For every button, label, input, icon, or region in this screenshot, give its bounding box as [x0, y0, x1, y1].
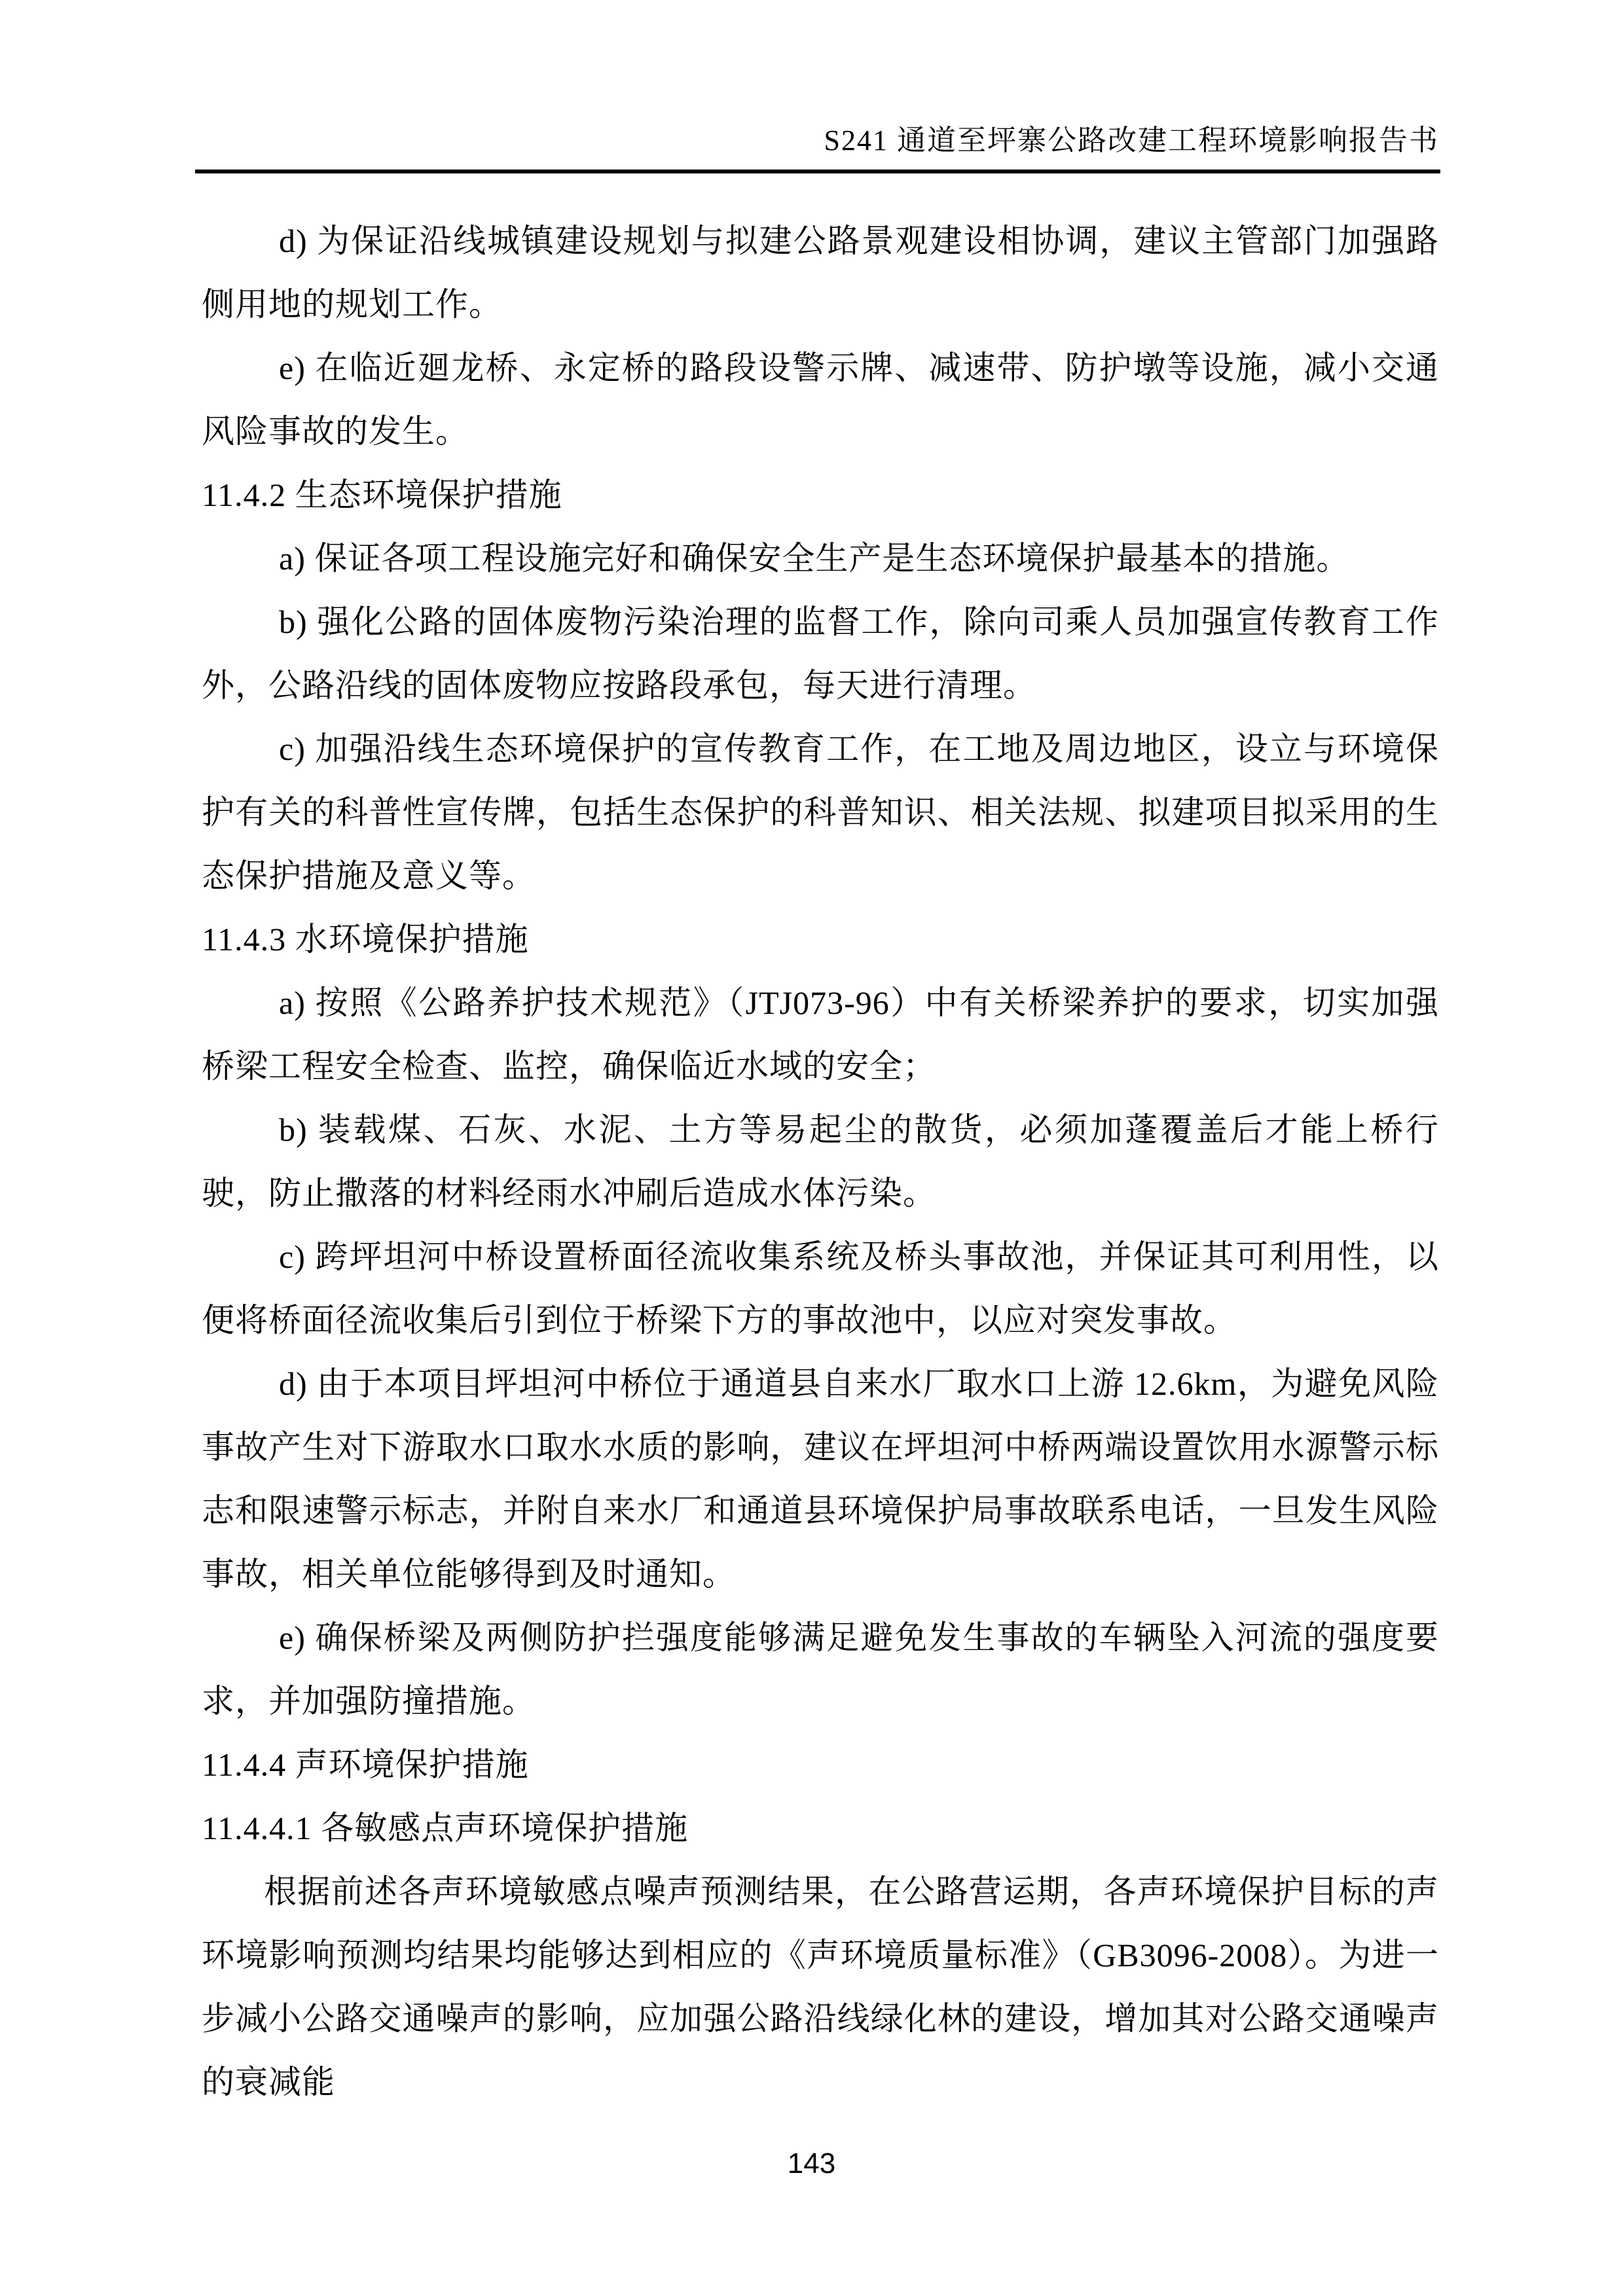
section-heading: 11.4.4.1 各敏感点声环境保护措施 — [202, 1810, 689, 1846]
paragraph: a) 按照《公路养护技术规范》（JTJ073-96）中有关桥梁养护的要求，切实加强桥梁工程安全检查、监控，确保临近水域的安全； — [202, 984, 1439, 1085]
section-heading: 11.4.2 生态环境保护措施 — [202, 476, 562, 513]
section-heading: 11.4.3 水环境保护措施 — [202, 921, 529, 958]
page-header-title: S241 通道至坪寨公路改建工程环境影响报告书 — [824, 124, 1439, 156]
paragraph: b) 强化公路的固体废物污染治理的监督工作，除向司乘人员加强宣传教育工作外，公路沿线的固体废物应按路段承包，每天进行清理。 — [202, 603, 1439, 704]
header-rule — [195, 170, 1440, 173]
paragraph: 根据前述各声环境敏感点噪声预测结果，在公路营运期，各声环境保护目标的声环境影响预测均结果均能够达到相应的《声环境质量标准》（GB3096-2008）。为进一步减小公路交通噪声的影响，应加强公路沿线绿化林的建设，增加其对公路交通噪声的衰减能 — [202, 1873, 1439, 2100]
page-number: 143 — [787, 2147, 836, 2179]
section-heading: 11.4.4 声环境保护措施 — [202, 1746, 529, 1783]
paragraph: b) 装载煤、石灰、水泥、土方等易起尘的散货，必须加蓬覆盖后才能上桥行驶，防止撒落的材料经雨水冲刷后造成水体污染。 — [202, 1111, 1439, 1211]
paragraph: c) 跨坪坦河中桥设置桥面径流收集系统及桥头事故池，并保证其可利用性，以便将桥面径流收集后引到位于桥梁下方的事故池中，以应对突发事故。 — [202, 1238, 1439, 1338]
document-body — [202, 209, 1439, 2114]
paragraph: c) 加强沿线生态环境保护的宣传教育工作，在工地及周边地区，设立与环境保护有关的科普性宣传牌，包括生态保护的科普知识、相关法规、拟建项目拟采用的生态保护措施及意义等。 — [202, 730, 1439, 894]
paragraph: d) 为保证沿线城镇建设规划与拟建公路景观建设相协调，建议主管部门加强路侧用地的规划工作。 — [202, 223, 1439, 323]
paragraph: e) 在临近廻龙桥、永定桥的路段设警示牌、减速带、防护墩等设施，减小交通风险事故的发生。 — [202, 350, 1439, 450]
paragraph: a) 保证各项工程设施完好和确保安全生产是生态环境保护最基本的措施。 — [279, 540, 1350, 577]
paragraph: d) 由于本项目坪坦河中桥位于通道县自来水厂取水口上游 12.6km，为避免风险事故产生对下游取水口取水水质的影响，建议在坪坦河中桥两端设置饮用水源警示标志和限速警示标志，并附自来水厂和通道县环境保护局事故联系电话，一旦发生风险事故，相关单位能够得到及时通知。 — [202, 1365, 1439, 1592]
paragraph: e) 确保桥梁及两侧防护拦强度能够满足避免发生事故的车辆坠入河流的强度要求，并加强防撞措施。 — [202, 1619, 1439, 1719]
